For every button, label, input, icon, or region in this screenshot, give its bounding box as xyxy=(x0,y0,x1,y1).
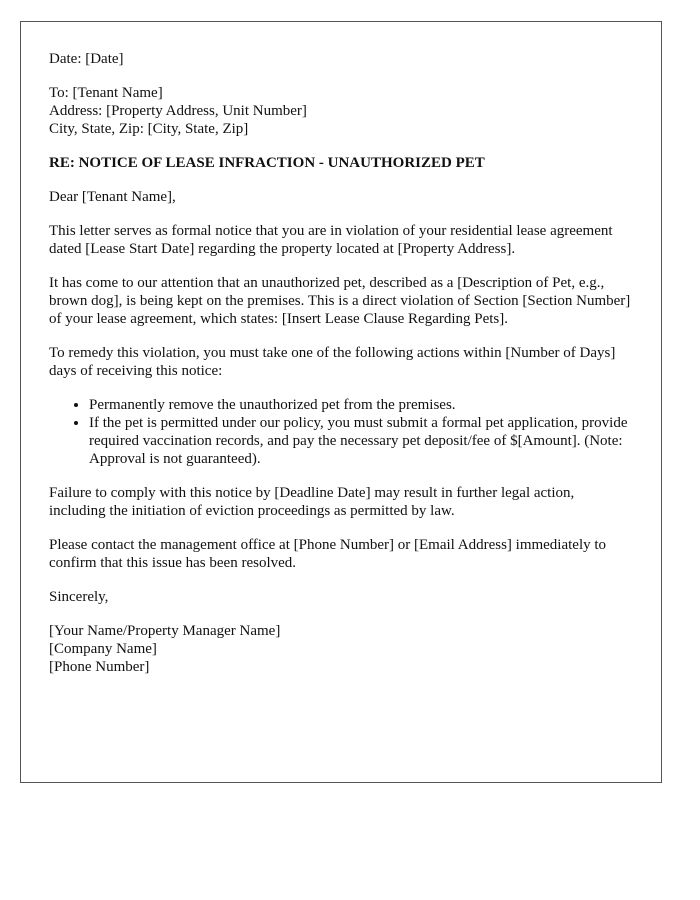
recipient-address: Address: [Property Address, Unit Number] xyxy=(49,103,307,119)
paragraph-contact: Please contact the management office at [Phone Number] or [Email Address] immediately to confirm that this issue has been resolved. xyxy=(49,537,607,571)
letter xyxy=(20,21,662,783)
subject-line: RE: NOTICE OF LEASE INFRACTION - UNAUTHORIZED PET xyxy=(49,155,485,171)
signature-block xyxy=(49,622,633,676)
signature-name: [Your Name/Property Manager Name] xyxy=(49,623,281,639)
signoff: Sincerely, xyxy=(49,589,109,605)
action-list xyxy=(49,396,633,468)
recipient-block xyxy=(49,84,633,138)
paragraph-remedy: To remedy this violation, you must take one of the following actions within [Number of Days] days of receiving this notice: xyxy=(49,345,616,379)
list-item: • Permanently remove the unauthorized pet from the premises. xyxy=(89,396,633,414)
date-line: Date: [Date] xyxy=(49,51,124,67)
recipient-to: To: [Tenant Name] xyxy=(49,85,163,101)
salutation: Dear [Tenant Name], xyxy=(49,189,176,205)
recipient-city: City, State, Zip: [City, State, Zip] xyxy=(49,121,249,137)
paragraph-failure: Failure to comply with this notice by [Deadline Date] may result in further legal action, including the initiation of eviction proceedings as permitted by law. xyxy=(49,485,575,519)
paragraph-violation: It has come to our attention that an unauthorized pet, described as a [Description of Pet, e.g., brown dog], is being kept on the premises. This is a direct violation of Section [Section Number] of your lease agreement, which states: [Insert Lease Clause Regarding Pets]. xyxy=(49,275,631,327)
paragraph-notice: This letter serves as formal notice that you are in violation of your residential lease agreement dated [Lease Start Date] regarding the property located at [Property Address]. xyxy=(49,223,613,257)
signature-phone: [Phone Number] xyxy=(49,659,150,675)
signature-company: [Company Name] xyxy=(49,641,157,657)
list-item: • If the pet is permitted under our policy, you must submit a formal pet application, provide required vaccination records, and pay the necessary pet deposit/fee of $[Amount]. (Note: Approval is not guaranteed). xyxy=(89,414,633,468)
